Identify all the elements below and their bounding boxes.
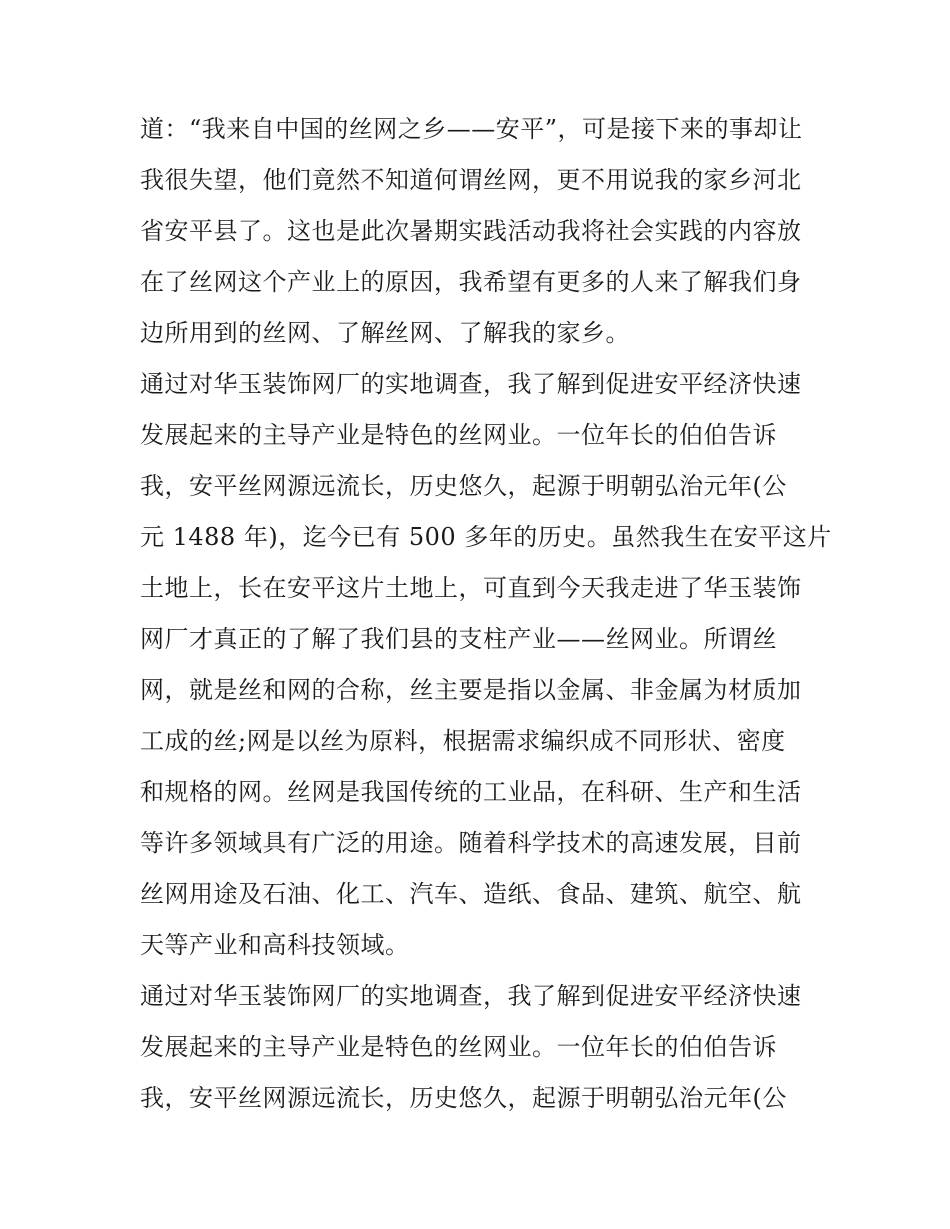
text-line: 省安平县了。这也是此次暑期实践活动我将社会实践的内容放	[140, 217, 802, 245]
text-line: 在了丝网这个产业上的原因，我希望有更多的人来了解我们身	[140, 268, 802, 296]
text-line: 工成的丝;网是以丝为原料，根据需求编织成不同形状、密度	[140, 727, 786, 755]
paragraph-3	[140, 971, 810, 1124]
paragraph-2	[140, 359, 832, 971]
text-line: 天等产业和高科技领域。	[140, 931, 410, 959]
text-line: 道：“我来自中国的丝网之乡——安平”，可是接下来的事却让	[140, 115, 803, 143]
text-line: 网，就是丝和网的合称，丝主要是指以金属、非金属为材质加	[140, 676, 802, 704]
text-line: 我，安平丝网源远流长，历史悠久，起源于明朝弘治元年(公	[140, 1084, 787, 1112]
text-line: 土地上，长在安平这片土地上，可直到今天我走进了华玉装饰	[140, 574, 802, 602]
text-line: 我，安平丝网源远流长，历史悠久，起源于明朝弘治元年(公	[140, 472, 787, 500]
text-line: 网厂才真正的了解了我们县的支柱产业——丝网业。所谓丝	[140, 625, 777, 653]
text-line: 丝网用途及石油、化工、汽车、造纸、食品、建筑、航空、航	[140, 880, 802, 908]
paragraph-1	[140, 104, 810, 359]
text-line: 边所用到的丝网、了解丝网、了解我的家乡。	[140, 319, 630, 347]
text-line: 通过对华玉装饰网厂的实地调查，我了解到促进安平经济快速	[140, 982, 802, 1010]
text-line: 通过对华玉装饰网厂的实地调查，我了解到促进安平经济快速	[140, 370, 802, 398]
text-line: 发展起来的主导产业是特色的丝网业。一位年长的伯伯告诉	[140, 1033, 777, 1061]
text-line: 发展起来的主导产业是特色的丝网业。一位年长的伯伯告诉	[140, 421, 777, 449]
text-line: 等许多领域具有广泛的用途。随着科学技术的高速发展，目前	[140, 829, 802, 857]
text-line: 元 1488 年)，迄今已有 500 多年的历史。虽然我生在安平这片	[140, 523, 832, 551]
text-line: 和规格的网。丝网是我国传统的工业品，在科研、生产和生活	[140, 778, 802, 806]
text-line: 我很失望，他们竟然不知道何谓丝网，更不用说我的家乡河北	[140, 166, 802, 194]
